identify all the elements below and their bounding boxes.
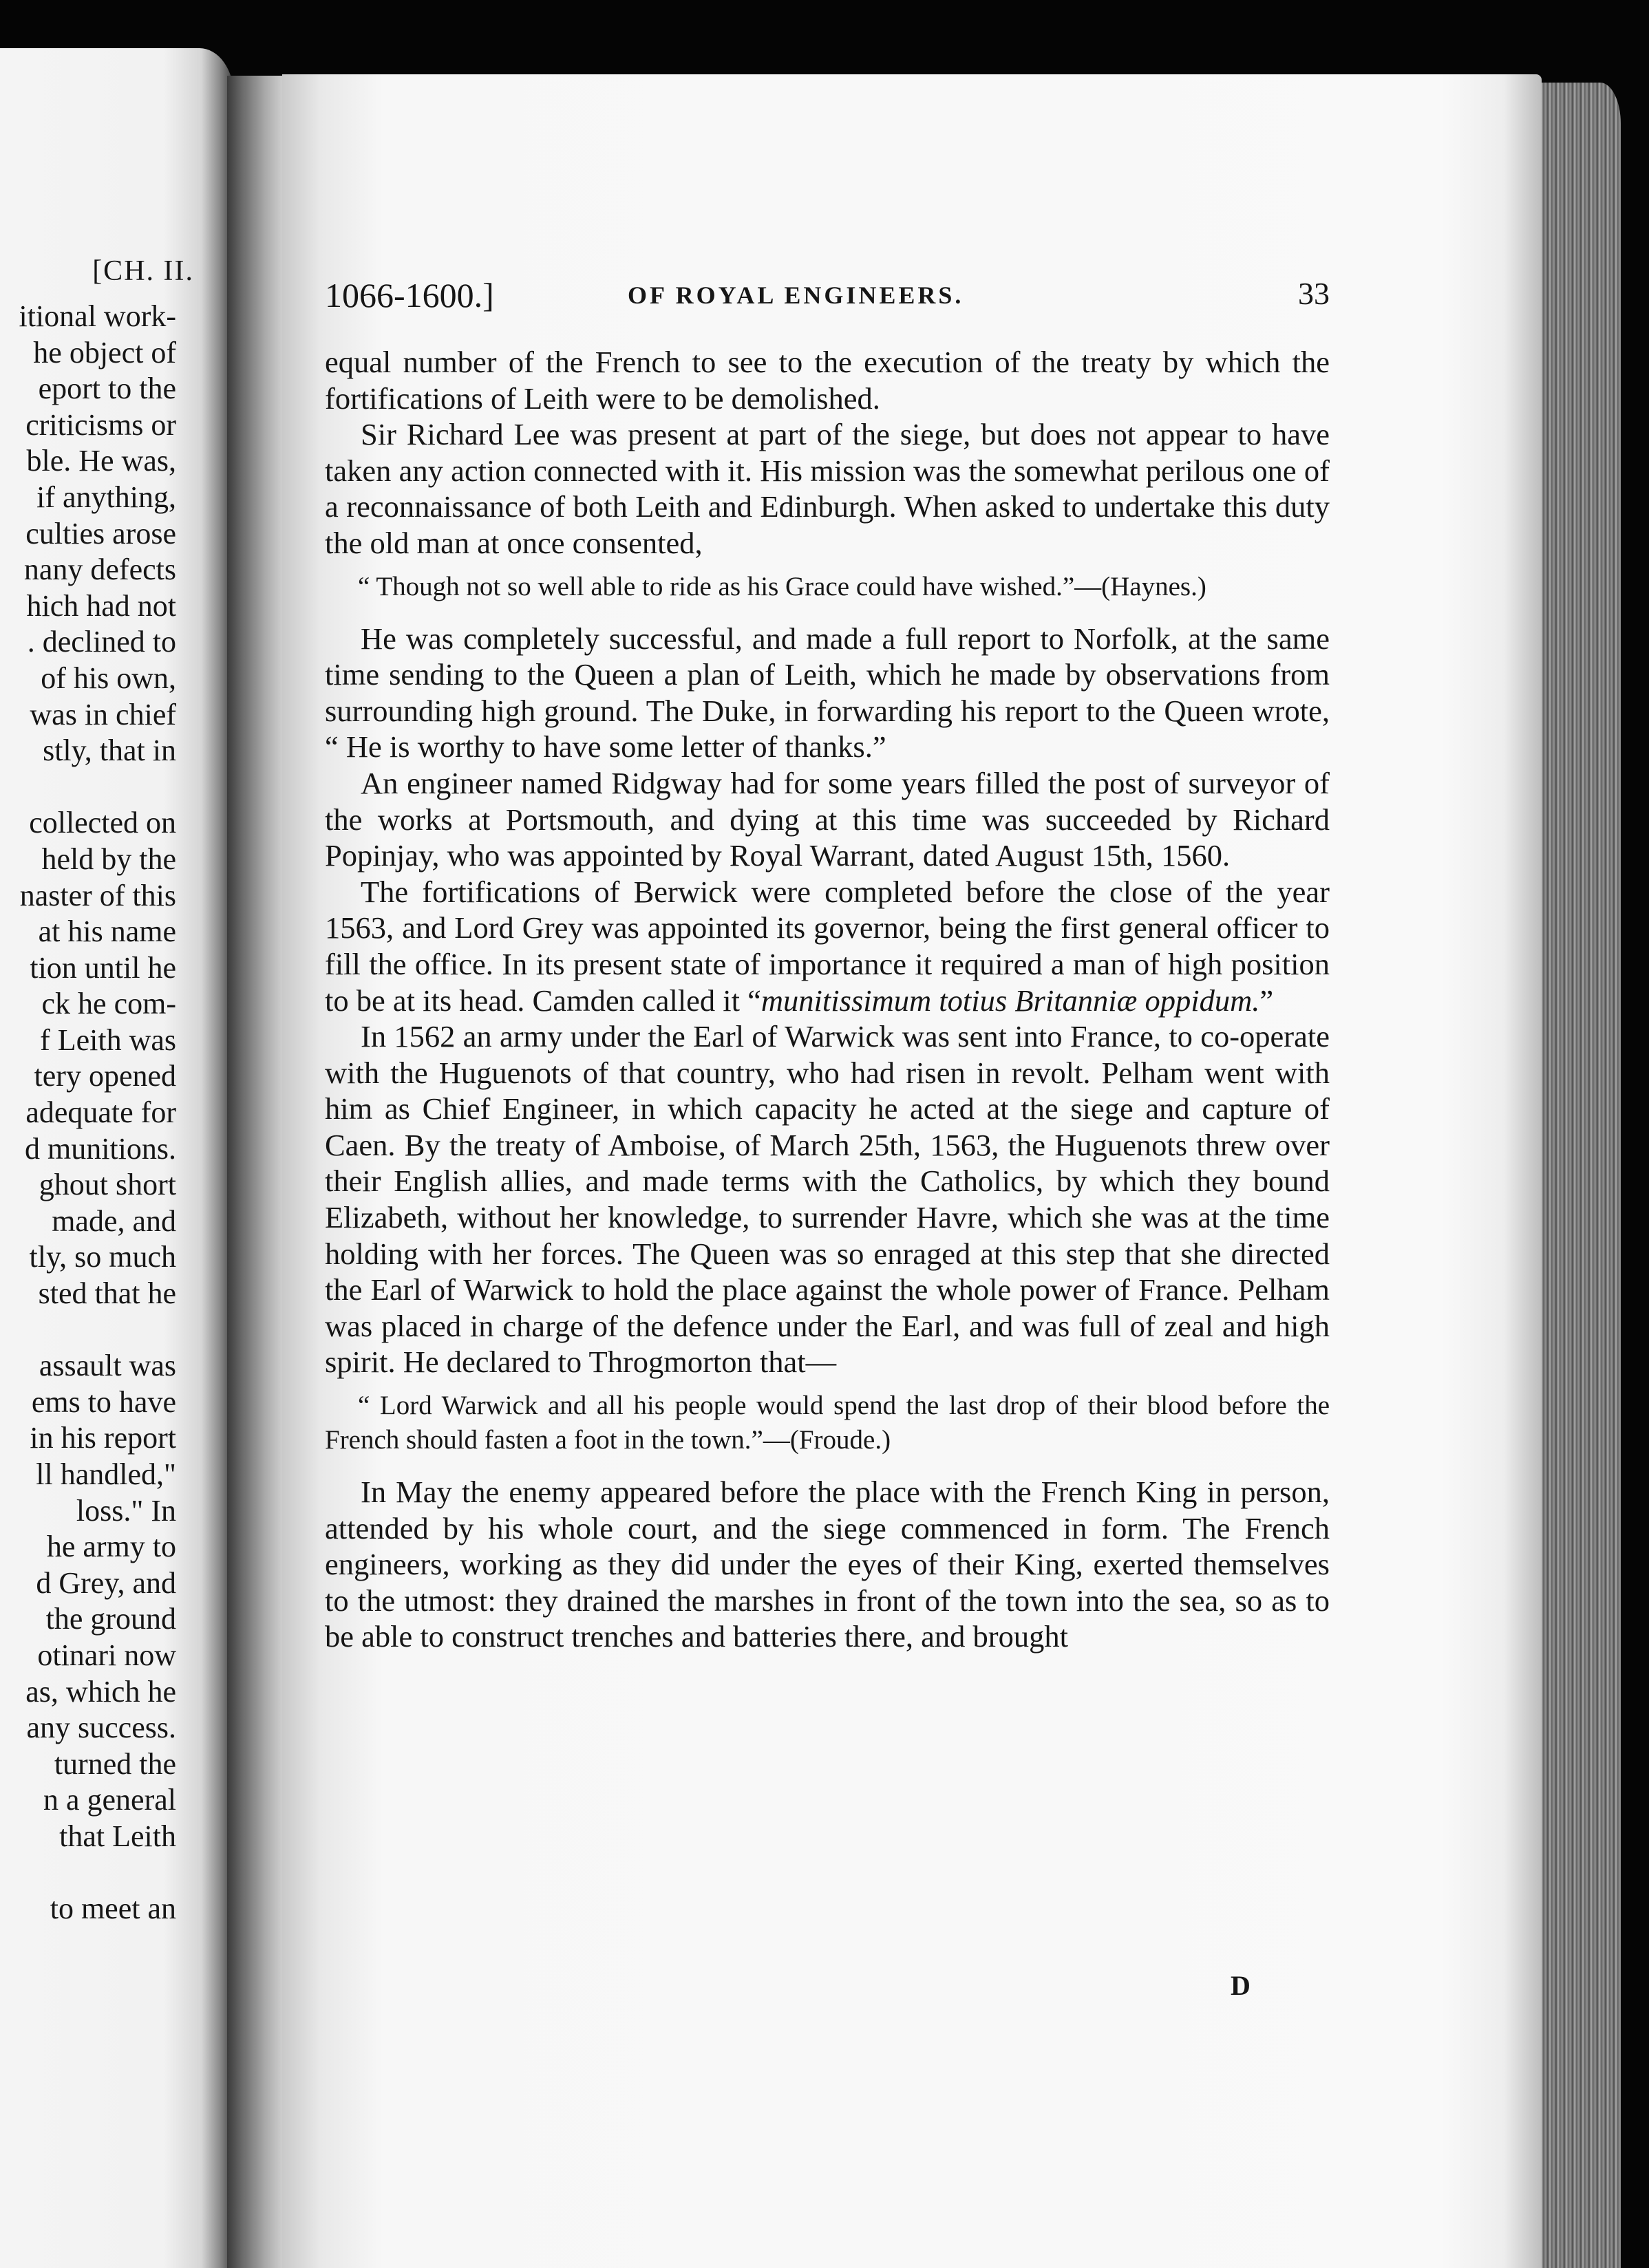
left-page-line: criticisms or — [25, 407, 176, 442]
left-page-line: naster of this — [19, 878, 176, 912]
left-page-line: ck he com- — [41, 987, 176, 1021]
left-page-line: nany defects — [23, 553, 176, 587]
left-page-line: eport to the — [38, 372, 176, 406]
left-page-line: tion until he — [30, 950, 176, 985]
paragraph: In May the enemy appeared before the place with the French King in person, attended by his whole court, and the siege commenced in form. The French engineers, working as they did under the eyes of their King, exerted themselves to the utmost: they drained the marshes in front of the town into the sea, so as to be able to construct trenches and batteries there, and brought — [325, 1475, 1330, 1654]
left-page-line: . declined to — [27, 625, 176, 659]
left-page-line: made, and — [52, 1203, 176, 1238]
left-page-line: any success. — [26, 1711, 176, 1745]
left-page-line: collected on — [29, 806, 176, 840]
left-page-line: d Grey, and — [36, 1565, 176, 1600]
paragraph: An engineer named Ridgway had for some years filled the post of surveyor of the works at Portsmouth, and dying at this time was succeeded by Richard Popinjay, who was appointed by Royal Warrant, dated August 15th, 1560. — [325, 765, 1330, 873]
date-range: 1066-1600.] — [325, 276, 494, 314]
left-page-line: if anything, — [36, 480, 176, 514]
left-page-line: turned the — [54, 1746, 176, 1781]
block-quote: “ Lord Warwick and all his people would spend the last drop of their blood before the French should fasten a foot in the town.”—(Froude.) — [325, 1391, 1330, 1455]
latin-quotation: munitissimum totius Britanniæ oppidum. — [760, 983, 1260, 1018]
left-page-line: ems to have — [31, 1384, 176, 1419]
page-body — [325, 344, 1330, 1655]
left-page-line: sted that he — [38, 1276, 176, 1311]
running-title: OF ROYAL ENGINEERS. — [628, 281, 964, 309]
block-quote: “ Though not so well able to ride as his Grace could have wished.”—(Haynes.) — [358, 571, 1206, 601]
left-page-line: was in chief — [30, 697, 176, 731]
left-page-line: n a general — [43, 1783, 176, 1817]
left-page-line: f Leith was — [40, 1023, 176, 1057]
left-page-line: the ground — [45, 1602, 176, 1636]
page-number: 33 — [1298, 276, 1330, 311]
left-page-line: of his own, — [41, 661, 176, 695]
paragraph: equal number of the French to see to the execution of the treaty by which the fortifications of Leith were to be demolished. — [325, 345, 1330, 416]
left-page-line — [0, 769, 176, 806]
paragraph: He was completely successful, and made a full report to Norfolk, at the same time sending to the Queen a plan of Leith, which he made by observations from surrounding high ground. The Duke, in forwarding his report to the Queen wrote, “ He is worthy to have some letter of thanks.” — [325, 621, 1330, 764]
left-page — [0, 48, 234, 2268]
left-page-line: ll handled," — [36, 1457, 176, 1491]
left-page-line: itional work- — [19, 299, 176, 333]
closing-quote: ” — [1259, 983, 1274, 1018]
paragraph: Sir Richard Lee was present at part of the siege, but does not appear to have taken any action connected with it. His mission was the somewhat perilous one of a reconnaissance of both Leith and Edinburgh. When asked to undertake this duty the old man at once consented, — [325, 417, 1330, 560]
left-page-line: otinari now — [37, 1638, 176, 1672]
left-page-line: that Leith — [59, 1819, 176, 1853]
left-page-line: held by the — [41, 842, 176, 876]
paragraph: In 1562 an army under the Earl of Warwick was sent into France, to co-operate with the Huguenots of that country, who had risen in revolt. Pelham went with him as Chief Engineer, in which capacity he acted at the siege and capture of Caen. By the treaty of Amboise, of March 25th, 1563, the Huguenots threw over their English allies, and made terms with the Catholics, by which they bound Elizabeth, without her knowledge, to surrender Havre, which she was at the time holding with her forces. The Queen was so enraged at this step that she directed the Earl of Warwick to hold the place against the whole power of France. Pelham was placed in charge of the defence under the Earl, and was full of zeal and high spirit. He declared to Throgmorton that— — [325, 1019, 1330, 1380]
left-page-line: ble. He was, — [26, 444, 176, 478]
left-page-line: to meet an — [50, 1892, 176, 1926]
left-page-line: tery opened — [34, 1059, 176, 1093]
left-page-line: assault was — [39, 1349, 176, 1383]
left-page-line: he army to — [46, 1530, 176, 1564]
left-page-line: d munitions. — [24, 1131, 176, 1166]
left-page-line — [0, 1855, 176, 1892]
left-page-line: culties arose — [25, 516, 176, 550]
left-page-line: as, which he — [25, 1674, 176, 1709]
left-page-line: loss." In — [76, 1493, 176, 1528]
left-page-line: hich had not — [26, 588, 176, 623]
running-header — [325, 275, 1330, 317]
left-page-line — [0, 1312, 176, 1349]
left-page-line: adequate for — [25, 1095, 176, 1130]
left-page-text — [0, 299, 176, 1927]
left-page-line: at his name — [38, 914, 176, 949]
left-page-line: in his report — [30, 1421, 176, 1455]
paragraph-text: The fortifications of Berwick were completed before the close of the year 1563, and Lord Grey was appointed its governor, being the first general officer to fill the office. In its present state of importance it required a man of high position to be at its head. Camden called it “ — [325, 874, 1330, 1018]
left-page-line: stly, that in — [43, 734, 176, 768]
left-page-chapter-header: [CH. II. — [92, 255, 194, 287]
signature-mark: D — [1231, 1970, 1251, 2001]
left-page-line: tly, so much — [29, 1240, 176, 1274]
left-page-line: he object of — [33, 335, 176, 370]
left-page-line: ghout short — [39, 1168, 176, 1202]
paragraph — [325, 874, 1330, 1018]
